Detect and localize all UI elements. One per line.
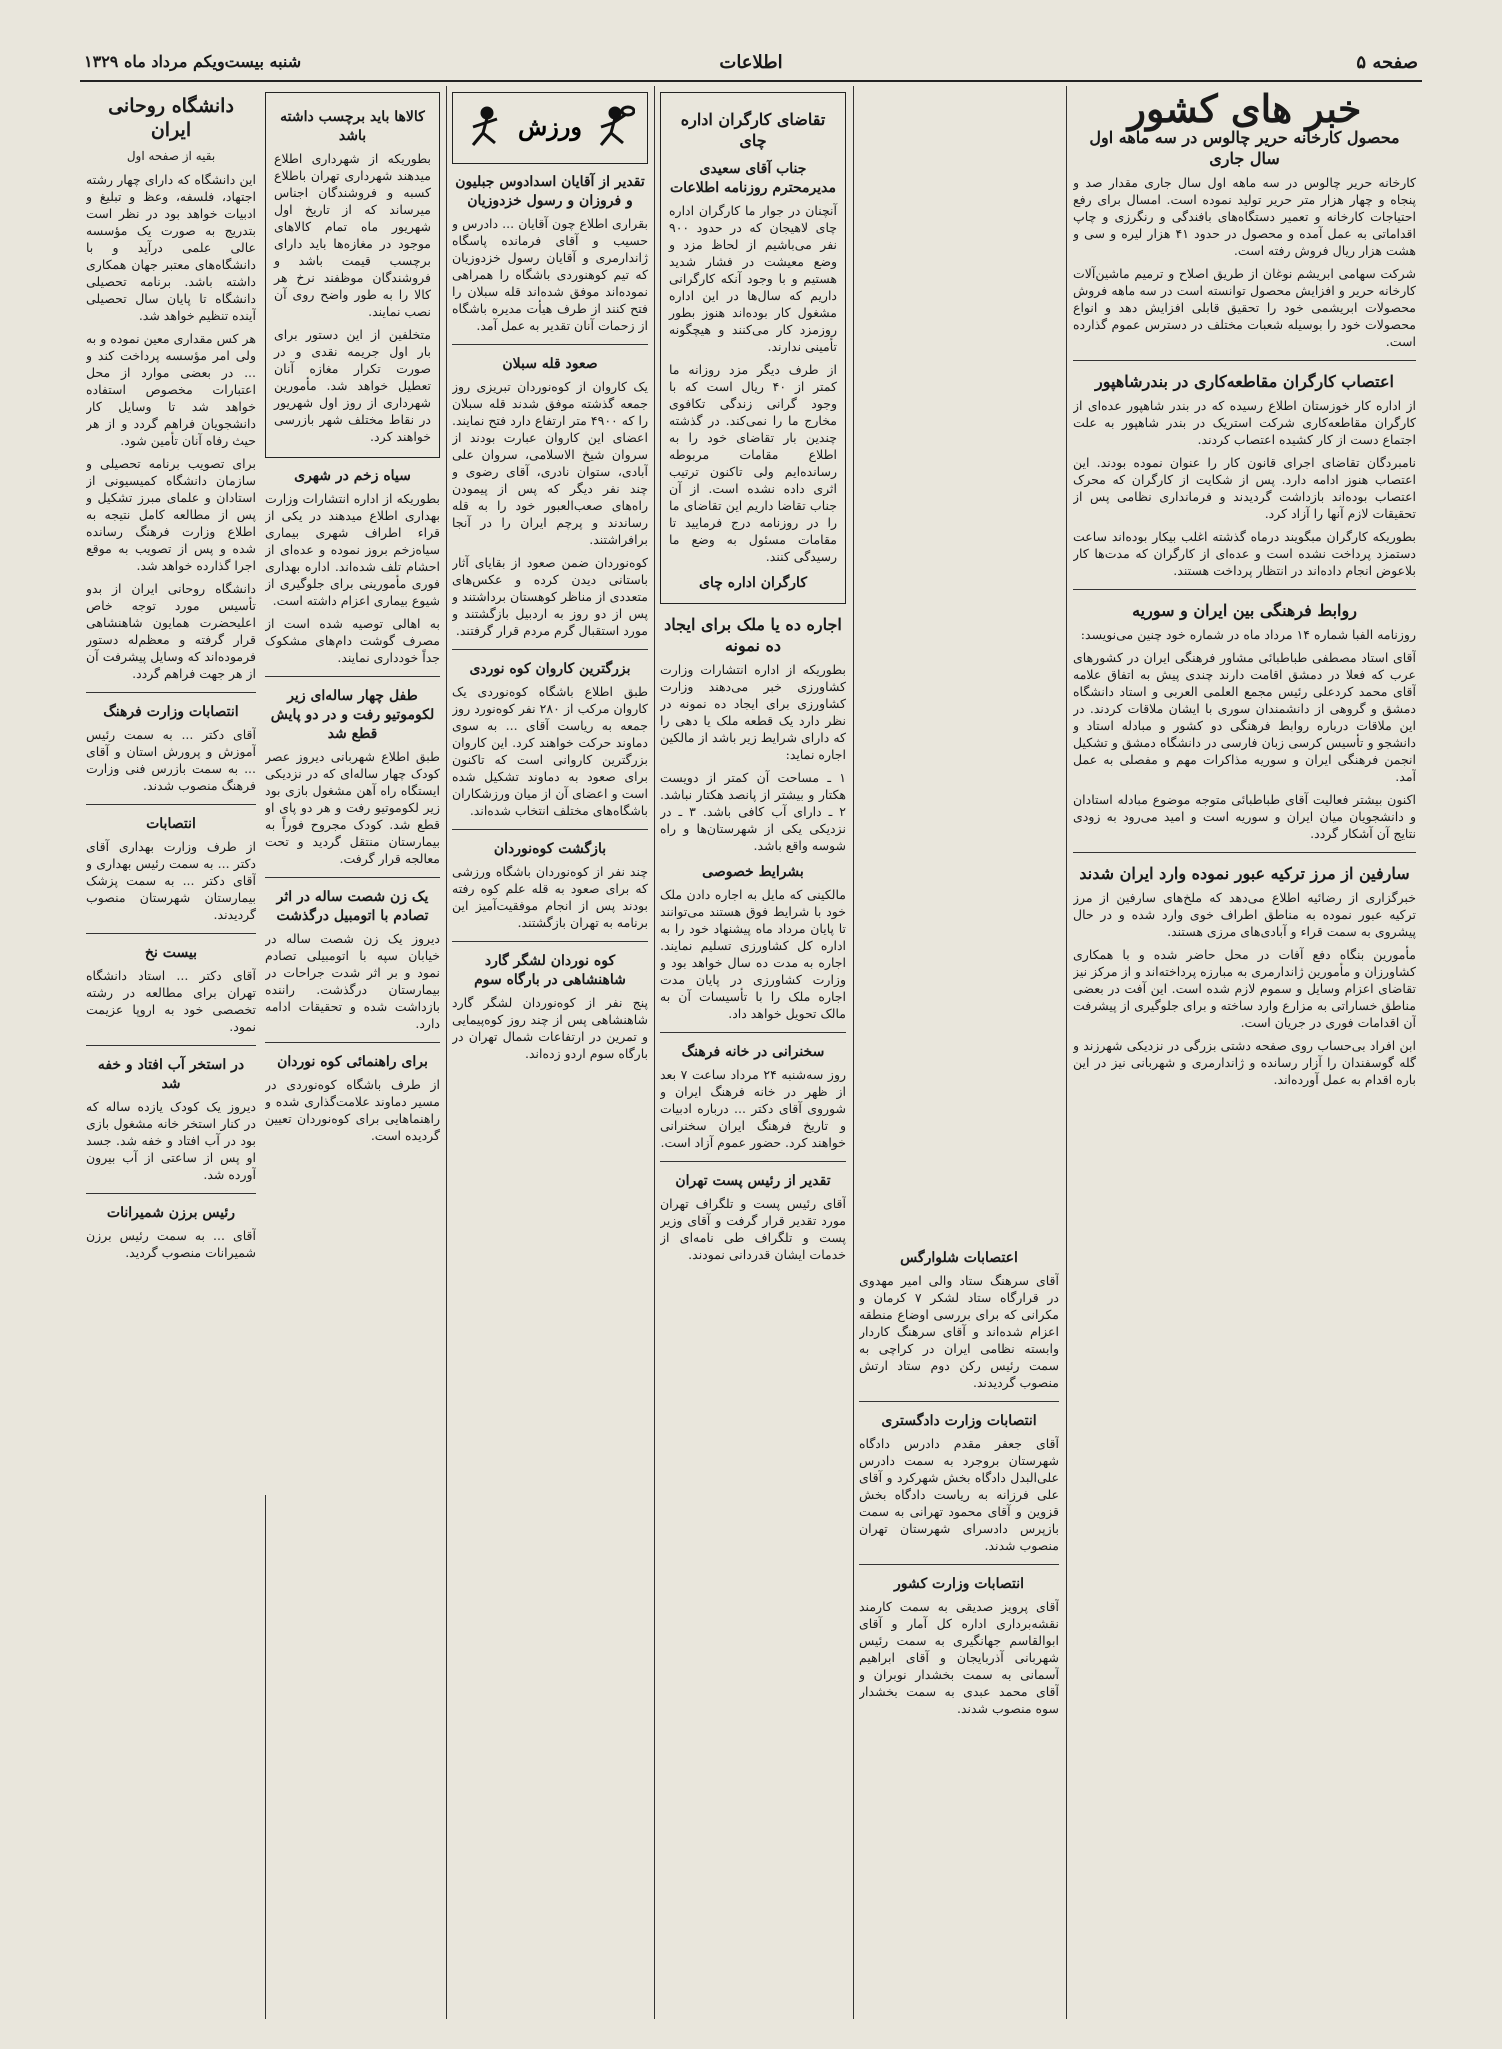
goods-box	[265, 92, 440, 458]
sports-banner	[452, 92, 648, 164]
headline-tea: تقاضای کارگران اداره چای	[680, 110, 826, 150]
divider	[86, 692, 256, 693]
headline-health: انتصابات	[146, 816, 196, 832]
article-paragraph: مالکینی که مایل به اجاره دادن ملک خود با شرایط فوق هستند می‌توانند تا پایان مرداد ماه پیشنهاد خود را به اداره کل کشاورزی تسلیم نمایند. اجاره به مدت ده سال خواهد بود و وزارت کشاورزی در پایان مدت اجاره ملک را با تأسیسات آن به مالک تحویل خواهد داد.	[660, 887, 846, 1021]
article-paragraph: آقای دکتر ... به سمت رئیس آموزش و پرورش استان و آقای ... به سمت بازرس فنی وزارت فرهنگ منصوب شدند.	[86, 727, 256, 793]
article-paragraph: از طرف دیگر مزد روزانه ما کمتر از ۴۰ ریال است که با وجود گرانی زندگی تکافوی مخارج ما را نمی‌کند. در گذشته چندین بار تقاضای خود را به اطلاع مقامات مربوطه رسانده‌ایم ولی تاکنون ترتیب اثری داده نشده است. از آن جناب تقاضا داریم این تقاضای ما را در روزنامه درج فرمایید تا مقامات مسئول به وضع ما رسیدگی کنند.	[669, 362, 837, 564]
article-paragraph: کارخانه حریر چالوس در سه ماهه اول سال جاری مقدار صد و پنجاه و چهار هزار متر حریر تولید نموده است. امسال برای رفع احتیاجات کارخانه و تعمیر دستگاه‌های بافندگی و رنگرزی و چاپ اقداماتی به عمل آمده و محصول در حدود ۴۱ هزار لیره و سی و هشت هزار ریال فروش رفته است.	[1073, 175, 1416, 258]
headline-edu: انتصابات وزارت فرهنگ	[103, 704, 239, 720]
article-paragraph: روز سه‌شنبه ۲۴ مرداد ساعت ۷ بعد از ظهر در خانه فرهنگ ایران و شوروی آقای دکتر ... درباره ادبیات و تاریخ فرهنگ ایران سخنرانی خواهند کرد. حضور عموم آزاد است.	[660, 1067, 846, 1150]
divider	[86, 1045, 256, 1046]
headline-culture: روابط فرهنگی بین ایران و سوریه	[1132, 601, 1357, 620]
headline-child: طفل چهار ساله‌ای زیر لکوموتیو رفت و در دو پایش قطع شد	[270, 688, 435, 742]
section-title: خبر های کشور	[1127, 86, 1362, 131]
column-rule	[446, 86, 447, 2019]
sports-title: ورزش	[517, 112, 583, 141]
divider	[660, 1032, 846, 1033]
article-paragraph: دانشگاه روحانی ایران از بدو تأسیس مورد توجه خاص اعلیحضرت همایون شاهنشاهی قرار گرفته و معظم‌له دستور فرموده‌اند که وسایل پیشرفت آن از هر جهت فراهم گردد.	[86, 581, 256, 681]
article-paragraph: بقراری اطلاع چون آقایان ... دادرس و حسیب و آقای فرمانده پاسگاه ژاندارمری و آقایان رسول خزدوزیان که تیم کوهنوردی باشگاه را همراهی نموده‌اند موفق شده‌اند قله سبلان را فتح کنند از طرف هیأت مدیره باشگاه از زحمات آنان تقدیر به عمل آمد.	[452, 216, 648, 333]
divider	[452, 829, 648, 830]
article-paragraph: آقای جعفر مقدم دادرس دادگاه شهرستان بروجرد به سمت دادرس علی‌البدل دادگاه بخش شهرکرد و آقای علی فرزانه به ریاست دادگاه بخش قزوین و آقای محمود تهرانی به سمت بازپرس دادسرای شهرستان تهران منصوب شدند.	[859, 1436, 1059, 1553]
divider	[452, 649, 648, 650]
headline-university: دانشگاه روحانی ایران	[108, 95, 234, 141]
article-paragraph: پنج نفر از کوه‌نوردان لشگر گارد شاهنشاهی پس از چند روز کوه‌پیمایی و تمرین در ارتفاعات شمال تهران در بارگاه سوم اردو زده‌اند.	[452, 995, 648, 1061]
divider	[86, 933, 256, 934]
divider	[265, 1042, 440, 1043]
headline-courts: انتصابات وزارت دادگستری	[881, 1413, 1037, 1429]
article-paragraph: یک کاروان از کوه‌نوردان تبریزی روز جمعه گذشته موفق شدند قله سبلان را که ۴۹۰۰ متر ارتفاع دارد فتح نمایند. اعضای این کاروان عبارت بودند از سروان شیخ الاسلامی، سروان علی آبادی، ستوان نادری، آقای رضوی و چند نفر دیگر که پس از پیمودن راه‌های صعب‌العبور خود را به قله رساندند و پرچم ایران را در آنجا برافراشتند.	[452, 379, 648, 547]
column-appointments	[859, 1240, 1059, 2020]
divider	[452, 344, 648, 345]
headline-district: رئیس برزن شمیرانات	[106, 1205, 236, 1221]
article-paragraph: مأمورین بنگاه دفع آفات در محل حاضر شده و با همکاری کشاورزان و مأمورین ژاندارمری به مبارزه پرداخته‌اند و از مرکز نیز تقاضای اعزام وسایل و سموم لازم شده است. این آفت در بعضی مناطق خساراتی به مزارع وارد ساخته و برای جلوگیری از پیشرفت آن اقدامات فوری در جریان است.	[1073, 947, 1416, 1030]
column-country-news	[1073, 86, 1416, 2021]
headline-strike: اعتصاب کارگران مقاطعه‌کاری در بندرشاهپور	[1095, 372, 1394, 391]
headline-trips: اعتصابات شلوارگس	[900, 1250, 1018, 1266]
sports-logo-icon	[465, 103, 635, 151]
divider	[86, 1193, 256, 1194]
divider	[265, 676, 440, 677]
page-header	[80, 46, 1422, 82]
article-paragraph: آقای پرویز صدیقی به سمت کارمند نقشه‌برداری اداره کل آمار و آقای ابوالقاسم جهانگیری به سمت رئیس شهربانی آذربایجان و آقای ابراهیم آسمانی به سمت بخشدار نوبران و آقای محمد عبدی به سمت بخشدار سوه منصوب شدند.	[859, 1599, 1059, 1716]
article-paragraph: ۱ ـ مساحت آن کمتر از دویست هکتار و بیشتر از پانصد هکتار نباشد. ۲ ـ دارای آب کافی باشد. ۳ ـ در نزدیکی یکی از شهرستان‌ها و راه شوسه واقع باشد.	[660, 770, 846, 853]
article-paragraph: برای تصویب برنامه تحصیلی و سازمان دانشگاه کمیسیونی از استادان و علمای مبرز تشکیل و پس از مطالعه کامل نتیجه به اطلاع وزارت فرهنگ رسانده شده و پس از تصویب به موقع اجرا گذارده خواهد شد.	[86, 456, 256, 573]
article-paragraph: دیروز یک زن شصت ساله در خیابان سپه با اتومبیلی تصادم نمود و بر اثر شدت جراحات در بیمارستان درگذشت. راننده بازداشت شده و تحقیقات ادامه دارد.	[265, 931, 440, 1031]
divider	[859, 1564, 1059, 1565]
article-paragraph: بطوریکه از شهرداری اطلاع میدهند شهرداری تهران باطلاع کسبه و فروشندگان اجناس میرساند که از تاریخ اول شهریور ماه تمام کالاهای موجود در مغازه‌ها باید دارای برچسب قیمت باشد و فروشندگان موظفند نرخ هر کالا را به طور واضح روی آن نصب نمایند.	[274, 151, 431, 319]
column-sports	[452, 86, 648, 2021]
article-paragraph: به اهالی توصیه شده است از مصرف گوشت دام‌های مشکوک جداً خودداری نمایند.	[265, 616, 440, 665]
article-paragraph: آقای ... به سمت رئیس برزن شمیرانات منصوب گردید.	[86, 1228, 256, 1260]
headline-terms: بشرایط خصوصی	[702, 864, 804, 880]
headline-land: اجاره ده یا ملک برای ایجاد ده نمونه	[664, 615, 842, 655]
headline-old-woman: یک زن شصت ساله در اثر تصادم با اتومبیل درگذشت	[276, 889, 429, 924]
article-paragraph: آقای دکتر ... استاد دانشگاه تهران برای مطالعه در رشته تخصصی خود به اروپا عزیمت نمود.	[86, 968, 256, 1034]
divider	[1073, 589, 1416, 590]
article-paragraph: ابن افراد بی‌حساب روی صفحه دشتی بزرگی در نزدیکی شهرزند و گله گوسفندان را آزار رسانده و ژاندارمری و شهربانی نیز در این باره اقدام به عمل آورده‌اند.	[1073, 1038, 1416, 1087]
article-paragraph: از طرف وزارت بهداری آقای دکتر ... به سمت رئیس بهداری و آقای دکتر ... به سمت پزشک بیمارستان شهرستان منصوب گردیدند.	[86, 839, 256, 922]
divider	[86, 804, 256, 805]
headline-caravan: بزرگترین کاروان کوه نوردی	[469, 661, 631, 677]
article-paragraph: کوه‌نوردان ضمن صعود از بقایای آثار باستانی دیدن کرده و عکس‌های متعددی از مناظر کوهستان برداشتند و پس از دو روز به اردبیل بازگشتند و مورد استقبال گرم مردم قرار گرفتند.	[452, 555, 648, 638]
article-paragraph: نامبردگان تقاضای اجرای قانون کار را عنوان نموده بودند. این اعتصاب هنوز ادامه دارد. پس از شکایت از کارگران که محرک اعتصاب بوده‌اند بازداشت گردیدند و فرمانداری نظامی پس از تحقیقات لازم آنها را آزاد کرد.	[1073, 455, 1416, 521]
article-paragraph: متخلفین از این دستور برای بار اول جریمه نقدی و در صورت تکرار مغازه آنان تعطیل خواهد شد. مأمورین شهرداری از روز اول شهریور در نقاط مختلف شهر بازرسی خواهند کرد.	[274, 327, 431, 444]
headline-goods: کالاها باید برچسب داشته باشد	[280, 109, 425, 144]
issue-date: شنبه بیست‌و‌یکم مرداد ماه ۱۳۲۹	[84, 52, 302, 71]
headline-anthrax: سیاه زخم در شهری	[294, 468, 411, 484]
article-paragraph: آقای رئیس پست و تلگراف تهران مورد تقدیر قرار گرفت و آقای وزیر پست و تلگراف طی نامه‌ای از خدمات ایشان قدردانی نمودند.	[660, 1196, 846, 1262]
column-city-news	[265, 86, 440, 2021]
column-rule	[654, 86, 655, 2019]
article-paragraph: آقای سرهنگ ستاد والی امیر مهدوی در قرارگاه ستاد لشکر ۷ کرمان و مکرانی که برای بررسی اوضاع منطقه اعزام شده‌اند و آقای سرهنگ کاردار وابسته نظامی ایران در کراچی به سمت رئیس رکن دوم ستاد ارتش منصوب گردیدند.	[859, 1273, 1059, 1390]
divider	[1073, 360, 1416, 361]
column-university	[86, 86, 256, 2021]
headline-drowned: در استخر آب افتاد و خفه شد	[97, 1057, 245, 1092]
headline-locust: سارفین از مرز ترکیه عبور نموده وارد ایران شدند	[1079, 864, 1410, 883]
column-rule	[853, 86, 854, 2019]
article-paragraph: آقای استاد مصطفی طباطبائی مشاور فرهنگی ایران در کشورهای عرب که فعلا در دمشق اقامت دارند چندی پیش به اتفاق علامه آقای محمد کردعلی رئیس مجمع العلمی العربی و استاد دانشگاه دمشق و گروهی از دانشمندان سوری با ایشان ملاقات کردند. در این ملاقات درباره روابط فرهنگی دو کشور و مبادله استاد و دانشجو و تأسیس کرسی زبان فارسی در دانشگاه دمشق و تشکیل انجمن فرهنگی ایران و سوریه مذاکرات مهم و مفصلی به عمل آمد.	[1073, 650, 1416, 784]
article-paragraph: هر کس مقداری معین نموده و به ولی امر مؤسسه پرداخت کند و ... در بعضی موارد از محل اعتبارات مخصوص استفاده خواهد شد تا وسایل کار دانشجویان فراهم گردد و از هر حیث رفاه آنان تأمین شود.	[86, 331, 256, 448]
article-paragraph: چند نفر از کوه‌نوردان باشگاه ورزشی که برای صعود به قله علم کوه رفته بودند پس از انجام موفقیت‌آمیز این برنامه به تهران بازگشتند.	[452, 864, 648, 930]
article-paragraph: شرکت سهامی ابریشم نوغان از طریق اصلاح و ترمیم ماشین‌آلات کارخانه حریر و افزایش محصول توانسته است در سه ماهه فروش محصولات ابریشمی خود را تحقیق قابلی افزایش دهد و انواع محصولات خود را بوسیله شعبات مختلف در دسترس عموم گذارده است.	[1073, 266, 1416, 349]
headline-guide: برای راهنمائی کوه نوردان	[277, 1054, 428, 1070]
divider	[452, 941, 648, 942]
column-rule	[1066, 86, 1067, 2019]
headline-sport1: تقدیر از آقایان اسدادوس جبلیون و فروزان و رسول خزدوزیان	[455, 174, 645, 209]
divider	[265, 877, 440, 878]
headline-camp: کوه نوردان لشگر گارد شاهنشاهی در بارگاه سوم	[474, 953, 626, 988]
divider	[1073, 852, 1416, 853]
headline-post: تقدیر از رئیس پست تهران	[675, 1173, 831, 1189]
article-paragraph: طبق اطلاع باشگاه کوه‌نوردی یک کاروان مرکب از ۲۸۰ نفر کوه‌نورد روز جمعه به ریاست آقای ... به سوی دماوند حرکت خواهند کرد. این کاروان بزرگترین کاروانی است که تاکنون برای صعود به دماوند تشکیل شده است و اعضای آن از میان ورزشکاران باشگاه‌های مختلف انتخاب شده‌اند.	[452, 684, 648, 818]
signature: کارگران اداره چای	[699, 575, 807, 591]
article-paragraph: خبرگزاری از رضائیه اطلاع می‌دهد که ملخ‌های سارفین از مرز ترکیه عبور نموده به مناطق اطراف خوی وارد شده و در حال پیشروی به سمت قراء و آبادی‌های مرزی هستند.	[1073, 890, 1416, 939]
headline-return: بازگشت کوه‌نوردان	[493, 841, 607, 857]
headline-silk: محصول کارخانه حریر چالوس در سه ماهه اول سال جاری	[1089, 128, 1400, 168]
article-paragraph: از اداره کار خوزستان اطلاع رسیده که در بندر شاهپور عده‌ای از کارگران مقاطعه‌کاری شرکت استریک در بندر شاهپور به علت اجتماع دست از کار کشیده اعتصاب کردند.	[1073, 398, 1416, 447]
article-paragraph: طبق اطلاع شهربانی دیروز عصر کودک چهار ساله‌ای که در نزدیکی ایستگاه راه آهن مشغول بازی بود زیر لکوموتیو رفت و هر دو پای او قطع شد. کودک مجروح فوراً به بیمارستان منتقل گردید و تحت معالجه قرار گرفت.	[265, 749, 440, 866]
headline-interior: انتصابات وزارت کشور	[893, 1576, 1024, 1592]
divider	[660, 1161, 846, 1162]
paper-name: اطلاعات	[719, 52, 783, 73]
headline-abroad: بیست نخ	[144, 945, 198, 961]
headline-sabalan: صعود قله سبلان	[502, 356, 598, 372]
article-paragraph: از طرف باشگاه کوه‌نوردی در مسیر دماوند علامت‌گذاری شده و راهنماهایی برای کوه‌نوردان تعیین گردیده است.	[265, 1077, 440, 1143]
letter-box	[660, 92, 846, 604]
continued-note: بقیه از صفحه اول	[126, 149, 216, 163]
divider	[859, 1401, 1059, 1402]
article-paragraph: آنچنان در جوار ما کارگران اداره چای لاهیجان که در حدود ۹۰۰ نفر می‌باشیم از لحاظ مزد و وضع معیشت در فشار شدید هستیم و با وجود آنکه کارگرانی داریم که سال‌ها در این اداره مشغول کار بوده‌اند هنوز بطور روزمزد کار می‌کنند و هیچگونه تأمینی ندارند.	[669, 203, 837, 354]
article-paragraph: اکنون بیشتر فعالیت آقای طباطبائی متوجه موضوع مبادله استادان و دانشجویان میان ایران و سوریه است و امید می‌رود به زودی نتایج آن آشکار گردد.	[1073, 792, 1416, 841]
article-paragraph: بطوریکه از اداره انتشارات وزارت کشاورزی خبر می‌دهند وزارت کشاورزی برای ایجاد ده نمونه در نظر دارد یک قطعه ملک یا دهی را که دارای شرایط زیر باشد از مالکین اجاره نماید:	[660, 662, 846, 762]
article-paragraph: بطوریکه از اداره انتشارات وزارت بهداری اطلاع میدهند در یکی از قراء اطراف شهری بیماری سیاه‌زخم بروز نموده و عده‌ای از احشام تلف شده‌اند. اداره بهداری فوری مأمورینی برای جلوگیری از شیوع بیماری اعزام داشته است.	[265, 491, 440, 608]
article-paragraph: روزنامه الفبا شماره ۱۴ مرداد ماه در شماره خود چنین می‌نویسد:	[1080, 627, 1416, 642]
page-number: صفحه ۵	[1356, 52, 1418, 73]
article-paragraph: دیروز یک کودک یازده ساله که در کنار استخر خانه مشغول بازی بود در آب افتاد و خفه شد. جسد او پس از ساعتی از آب بیرون آورده شد.	[86, 1099, 256, 1182]
headline-speech: سخنرانی در خانه فرهنگ	[681, 1044, 825, 1060]
article-paragraph: بطوریکه کارگران مبگویند درماه گذشته اغلب بیکار بوده‌اند ساعت دستمزد پرداخت نشده است و عده‌ای از کارگران که مدت‌ها کار بلاعوض انجام داده‌اند در انتظار پرداخت هستند.	[1073, 529, 1416, 578]
article-paragraph: این دانشگاه که دارای چهار رشته اجتهاد، فلسفه، وعظ و تبلیغ و ادبیات خواهد بود در نظر است بتدریج به صورت یک مؤسسه عالی علمی درآید و با دانشگاه‌های معتبر جهان همکاری داشته باشد. برنامه تحصیلی دانشگاه تا پایان سال تحصیلی آینده تنظیم خواهد شد.	[86, 172, 256, 323]
column-tea-workers	[660, 86, 846, 2021]
headline-letter: جناب آقای سعیدی مدیرمحترم روزنامه اطلاعات	[669, 161, 836, 196]
